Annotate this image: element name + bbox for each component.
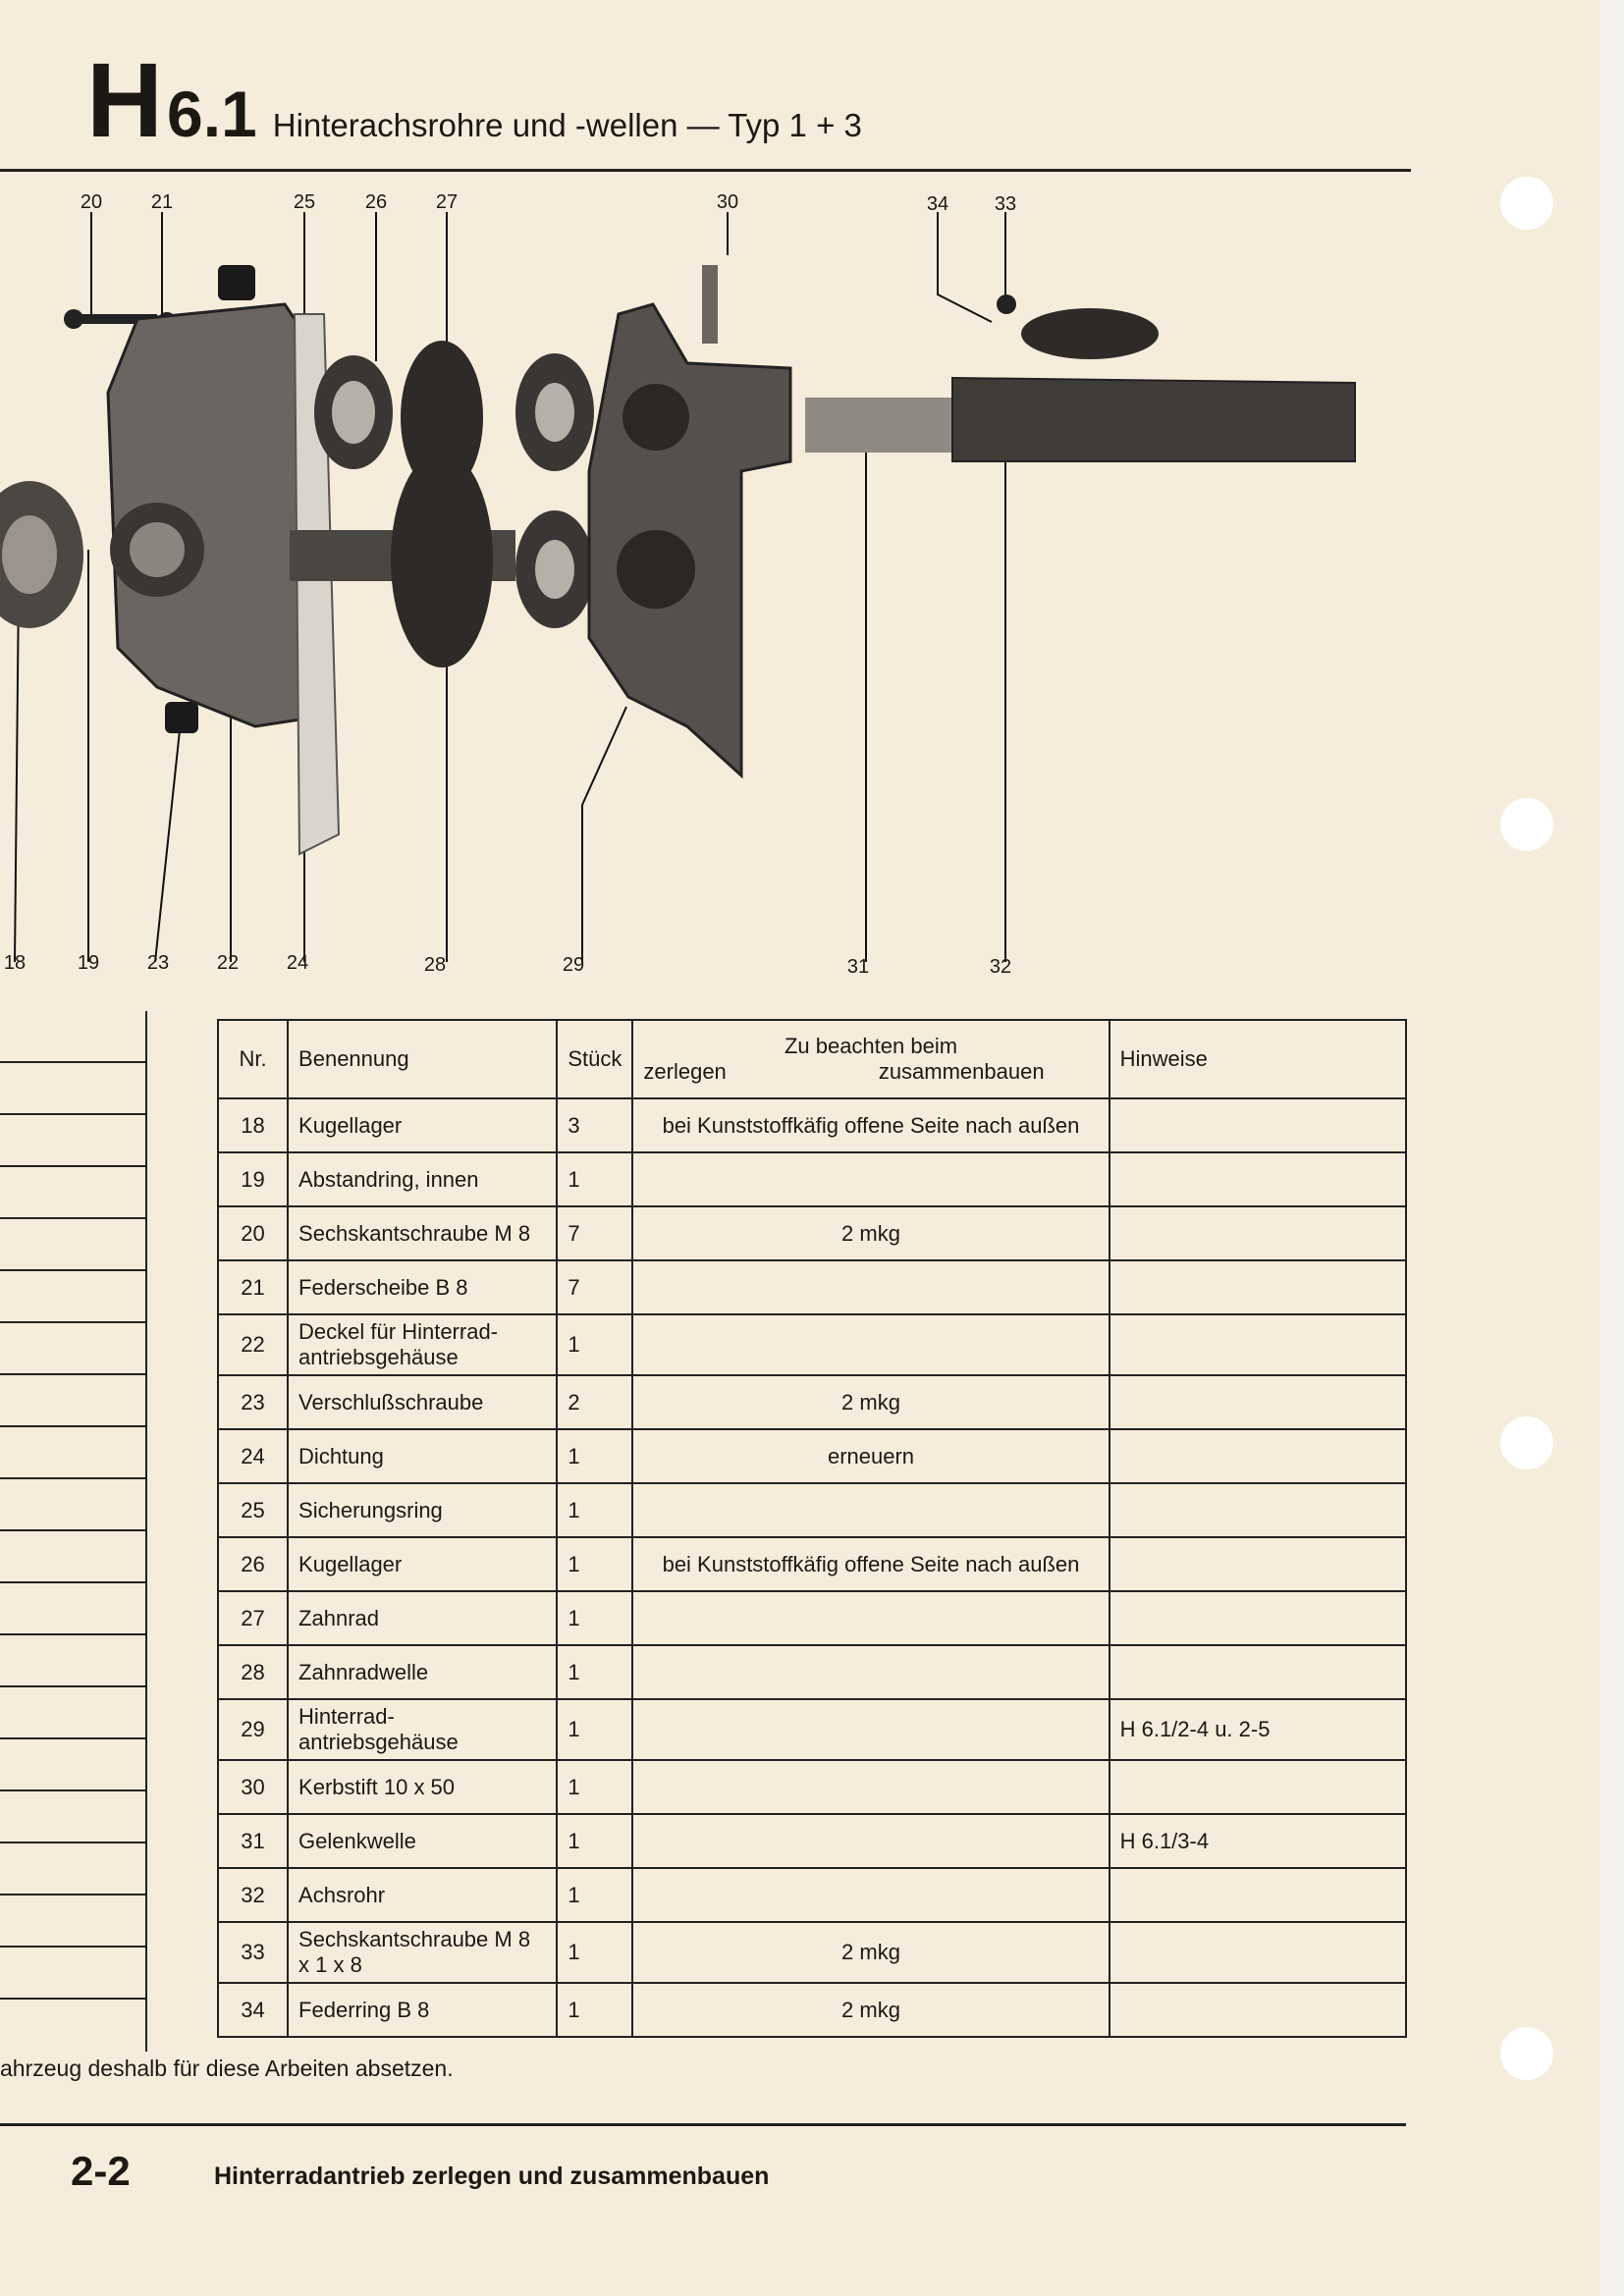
axle-tube-part (952, 378, 1355, 461)
housing-part (589, 304, 790, 775)
cell-qty: 1 (557, 1537, 632, 1591)
cell-note (632, 1591, 1109, 1645)
cell-nr: 24 (218, 1429, 288, 1483)
col-note-disassemble: zerlegen (643, 1059, 727, 1084)
cell-name: Kugellager (288, 1098, 557, 1152)
callout-19: 19 (77, 952, 100, 974)
cell-nr: 27 (218, 1591, 288, 1645)
cell-nr: 28 (218, 1645, 288, 1699)
cell-hint (1110, 1645, 1406, 1699)
punch-hole (1500, 1416, 1553, 1469)
cell-name: Kugellager (288, 1537, 557, 1591)
cell-qty: 1 (557, 1429, 632, 1483)
table-header-row (218, 1020, 1406, 1098)
section-title: Hinterradantrieb zerlegen und zusammenbauen (214, 2163, 770, 2190)
cell-qty: 1 (557, 1699, 632, 1760)
callout-18: 18 (3, 952, 27, 974)
header-code: H (86, 40, 163, 159)
cell-note (632, 1152, 1109, 1206)
cell-qty: 2 (557, 1375, 632, 1429)
table-row (218, 1260, 1406, 1314)
cell-name: Sechskantschraube M 8 (288, 1206, 557, 1260)
cell-note: 2 mkg (632, 1206, 1109, 1260)
table-row (218, 1152, 1406, 1206)
cell-nr: 26 (218, 1537, 288, 1591)
header-title: Hinterachsrohre und -wellen — Typ 1 + 3 (272, 107, 862, 143)
cell-qty: 1 (557, 1814, 632, 1868)
table-row (218, 1483, 1406, 1537)
cell-name: Verschlußschraube (288, 1375, 557, 1429)
cell-name: Kerbstift 10 x 50 (288, 1760, 557, 1814)
cell-note (632, 1814, 1109, 1868)
cell-note (632, 1645, 1109, 1699)
cell-nr: 23 (218, 1375, 288, 1429)
cell-hint (1110, 1260, 1406, 1314)
callout-26: 26 (364, 191, 388, 213)
cell-note (632, 1260, 1109, 1314)
cell-hint (1110, 1591, 1406, 1645)
table-row (218, 1983, 1406, 2037)
cell-name: Deckel für Hinterrad-antriebsgehäuse (288, 1314, 557, 1375)
callout-34: 34 (926, 193, 949, 215)
table-row (218, 1645, 1406, 1699)
cell-note (632, 1760, 1109, 1814)
cell-qty: 7 (557, 1206, 632, 1260)
left-page-strip (0, 1011, 147, 2052)
cell-nr: 18 (218, 1098, 288, 1152)
table-row (218, 1206, 1406, 1260)
col-notes (632, 1020, 1109, 1098)
col-hints: Hinweise (1110, 1020, 1406, 1098)
cell-qty: 3 (557, 1098, 632, 1152)
cell-name: Federring B 8 (288, 1983, 557, 2037)
cell-qty: 7 (557, 1260, 632, 1314)
cell-note (632, 1483, 1109, 1537)
callout-32: 32 (989, 956, 1012, 978)
cell-hint (1110, 1429, 1406, 1483)
cell-hint (1110, 1983, 1406, 2037)
punch-hole (1500, 798, 1553, 851)
cell-qty: 1 (557, 1760, 632, 1814)
cell-nr: 20 (218, 1206, 288, 1260)
plug-part (218, 265, 255, 300)
cell-hint (1110, 1375, 1406, 1429)
cell-qty: 1 (557, 1591, 632, 1645)
callout-30: 30 (716, 191, 739, 213)
cell-note: 2 mkg (632, 1983, 1109, 2037)
page-edge (1600, 0, 1624, 2296)
callout-33: 33 (994, 193, 1017, 215)
cell-qty: 1 (557, 1152, 632, 1206)
col-note-assemble: zusammenbauen (878, 1059, 1045, 1084)
callout-22: 22 (216, 952, 240, 974)
header-number: 6.1 (167, 78, 257, 150)
footer-rule (0, 2123, 1406, 2126)
callout-31: 31 (846, 956, 870, 978)
col-name: Benennung (288, 1020, 557, 1098)
exploded-parts-drawing (0, 265, 1355, 854)
cell-hint (1110, 1206, 1406, 1260)
cell-name: Dichtung (288, 1429, 557, 1483)
cell-note (632, 1314, 1109, 1375)
page-number: 2-2 (71, 2148, 131, 2194)
cell-nr: 19 (218, 1152, 288, 1206)
cell-name: Abstandring, innen (288, 1152, 557, 1206)
table-row (218, 1868, 1406, 1922)
table-row (218, 1699, 1406, 1760)
punch-hole (1500, 2027, 1553, 2080)
callout-20: 20 (80, 191, 103, 213)
cell-qty: 1 (557, 1645, 632, 1699)
cell-note: erneuern (632, 1429, 1109, 1483)
cell-name: Sicherungsring (288, 1483, 557, 1537)
col-nr: Nr. (218, 1020, 288, 1098)
cell-name: Federscheibe B 8 (288, 1260, 557, 1314)
continued-text: ahrzeug deshalb für diese Arbeiten absetzen. (0, 2056, 454, 2081)
cell-hint (1110, 1760, 1406, 1814)
cell-name: Gelenkwelle (288, 1814, 557, 1868)
cell-name: Zahnrad (288, 1591, 557, 1645)
cell-name: Achsrohr (288, 1868, 557, 1922)
cell-note (632, 1868, 1109, 1922)
exploded-diagram (0, 177, 1414, 982)
cell-hint (1110, 1314, 1406, 1375)
cell-name: Hinterrad-antriebsgehäuse (288, 1699, 557, 1760)
col-qty: Stück (557, 1020, 632, 1098)
cell-hint (1110, 1152, 1406, 1206)
cell-qty: 1 (557, 1483, 632, 1537)
cell-nr: 31 (218, 1814, 288, 1868)
callout-21: 21 (150, 191, 174, 213)
cell-qty: 1 (557, 1314, 632, 1375)
cell-nr: 34 (218, 1983, 288, 2037)
cell-note: bei Kunststoffkäfig offene Seite nach außen (632, 1537, 1109, 1591)
punch-hole (1500, 177, 1553, 230)
callout-25: 25 (293, 191, 316, 213)
drive-shaft-part (805, 398, 962, 453)
table-row (218, 1814, 1406, 1868)
cell-nr: 25 (218, 1483, 288, 1537)
cell-hint (1110, 1868, 1406, 1922)
cell-name: Sechskantschraube M 8 x 1 x 8 (288, 1922, 557, 1983)
cell-note: 2 mkg (632, 1922, 1109, 1983)
cell-hint (1110, 1922, 1406, 1983)
callout-27: 27 (435, 191, 459, 213)
cell-qty: 1 (557, 1922, 632, 1983)
callout-28: 28 (423, 954, 447, 976)
header-rule (0, 169, 1411, 172)
callout-24: 24 (286, 952, 309, 974)
callout-29: 29 (562, 954, 585, 976)
table-row (218, 1760, 1406, 1814)
callout-23: 23 (146, 952, 170, 974)
table-row (218, 1537, 1406, 1591)
col-note-group: Zu beachten beim (784, 1034, 958, 1058)
cell-hint: H 6.1/2-4 u. 2-5 (1110, 1699, 1406, 1760)
table-row (218, 1375, 1406, 1429)
cell-note: 2 mkg (632, 1375, 1109, 1429)
cell-hint (1110, 1098, 1406, 1152)
table-row (218, 1314, 1406, 1375)
cell-nr: 22 (218, 1314, 288, 1375)
cell-name: Zahnradwelle (288, 1645, 557, 1699)
table-row (218, 1098, 1406, 1152)
table-row (218, 1429, 1406, 1483)
cell-note (632, 1699, 1109, 1760)
cell-note: bei Kunststoffkäfig offene Seite nach außen (632, 1098, 1109, 1152)
cell-nr: 33 (218, 1922, 288, 1983)
page-header (86, 40, 862, 159)
table-row (218, 1591, 1406, 1645)
cell-nr: 21 (218, 1260, 288, 1314)
table-row (218, 1922, 1406, 1983)
cell-hint (1110, 1483, 1406, 1537)
cell-nr: 29 (218, 1699, 288, 1760)
cell-nr: 32 (218, 1868, 288, 1922)
cell-qty: 1 (557, 1868, 632, 1922)
cell-nr: 30 (218, 1760, 288, 1814)
cell-qty: 1 (557, 1983, 632, 2037)
cell-hint: H 6.1/3-4 (1110, 1814, 1406, 1868)
parts-table (217, 1019, 1407, 2038)
cell-hint (1110, 1537, 1406, 1591)
